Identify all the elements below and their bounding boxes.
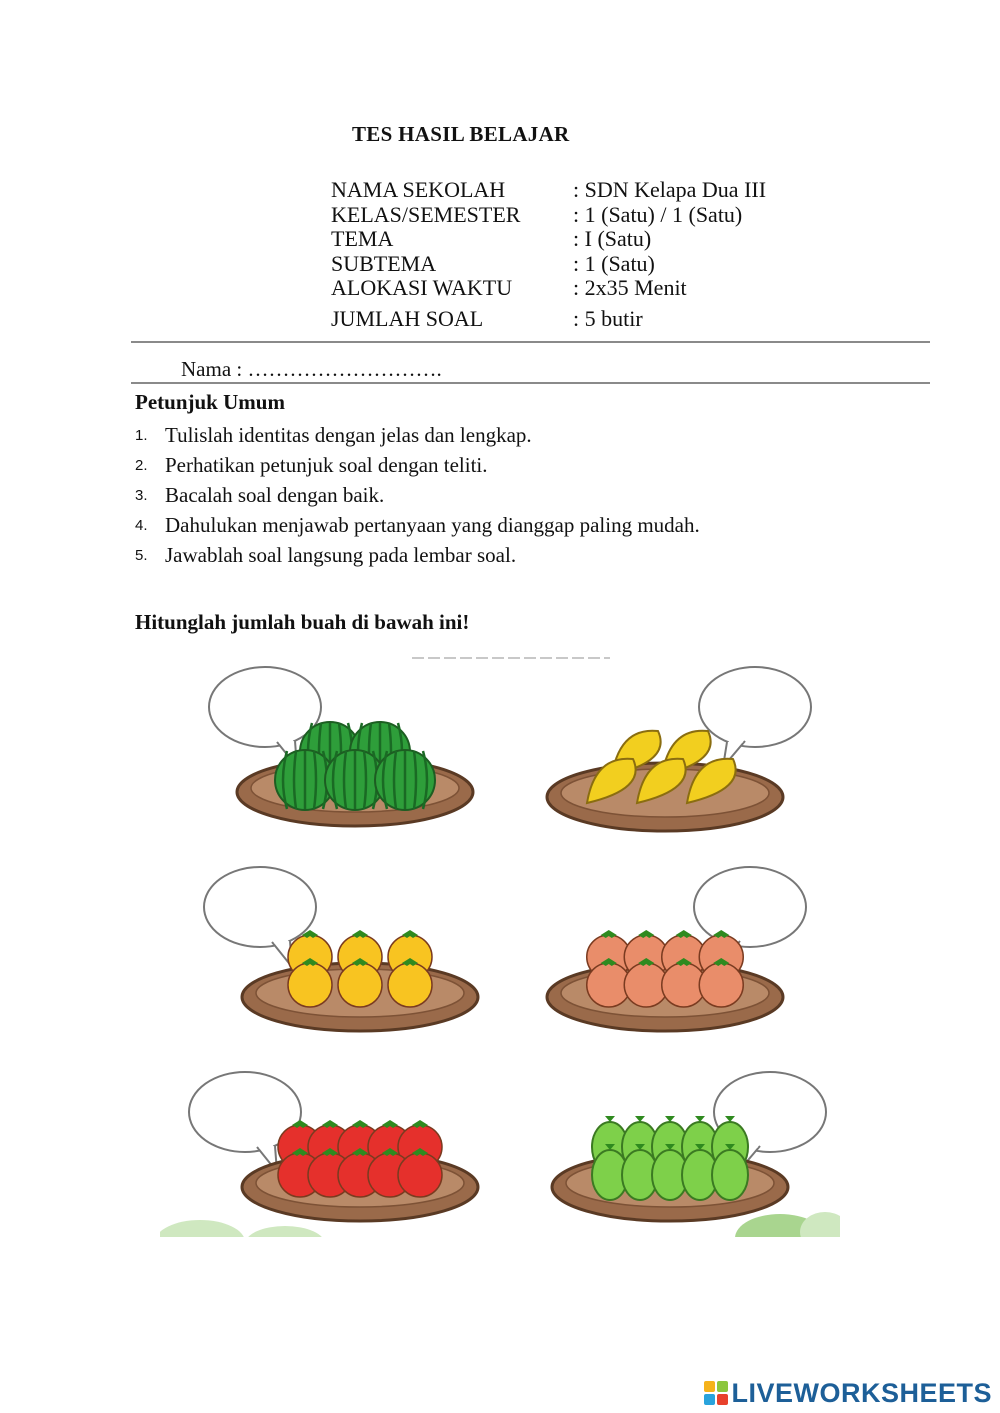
footer-brand <box>703 1378 992 1408</box>
info-table <box>331 178 766 331</box>
info-value: : SDN Kelapa Dua III <box>573 177 767 202</box>
list-item: 3. Bacalah soal dengan baik. <box>135 482 385 507</box>
info-row-school <box>331 178 766 203</box>
page-title: TES HASIL BELAJAR <box>352 122 570 146</box>
info-row-questions <box>331 307 766 332</box>
instructions-list <box>135 420 700 570</box>
divider-top <box>131 341 930 343</box>
info-value: : 2x35 Menit <box>573 275 687 300</box>
divider-bottom <box>131 382 930 384</box>
info-value: : I (Satu) <box>573 226 652 251</box>
decor-hill <box>245 1226 325 1237</box>
student-name-field[interactable]: Nama : ………………………. <box>181 357 442 381</box>
fruit-basket-orange <box>204 867 478 1031</box>
info-row-time <box>331 276 766 301</box>
watermelon-fruit <box>375 750 435 810</box>
info-label: TEMA <box>331 226 394 251</box>
info-value: : 5 butir <box>573 305 643 331</box>
list-item: 4. Dahulukan menjawab pertanyaan yang dianggap paling mudah. <box>135 512 700 537</box>
info-label: JUMLAH SOAL <box>331 305 484 331</box>
list-item: 5. Jawablah soal langsung pada lembar soal. <box>135 542 517 567</box>
decor-hill <box>800 1212 840 1237</box>
info-label: NAMA SEKOLAH <box>331 177 506 202</box>
fruit-basket-guava <box>552 1072 826 1221</box>
list-item: 2. Perhatikan petunjuk soal dengan teliti. <box>135 452 488 477</box>
instructions-heading: Petunjuk Umum <box>135 390 285 414</box>
decor-hill <box>160 1220 245 1237</box>
info-label: ALOKASI WAKTU <box>331 275 513 300</box>
liveworksheets-logo-icon <box>703 1380 729 1406</box>
task-heading: Hitunglah jumlah buah di bawah ini! <box>135 610 470 634</box>
info-row-class <box>331 203 766 228</box>
answer-bubble[interactable] <box>699 667 811 767</box>
fruit-basket-mango <box>547 667 811 831</box>
info-label: SUBTEMA <box>331 250 437 276</box>
brand-text: LIVEWORKSHEETS <box>731 1377 992 1408</box>
info-row-subtheme <box>331 252 766 277</box>
info-value: : 1 (Satu) <box>573 250 655 276</box>
fruit-basket-peach <box>547 867 806 1031</box>
list-item: 1. Tulislah identitas dengan jelas dan lengkap. <box>135 422 532 447</box>
info-label: KELAS/SEMESTER <box>331 201 521 227</box>
info-row-theme <box>331 227 766 252</box>
fruit-basket-tomato <box>189 1072 478 1221</box>
fruit-baskets-illustration <box>160 652 840 1237</box>
fruit-basket-watermelon <box>209 667 473 826</box>
info-value: : 1 (Satu) / 1 (Satu) <box>573 201 743 227</box>
